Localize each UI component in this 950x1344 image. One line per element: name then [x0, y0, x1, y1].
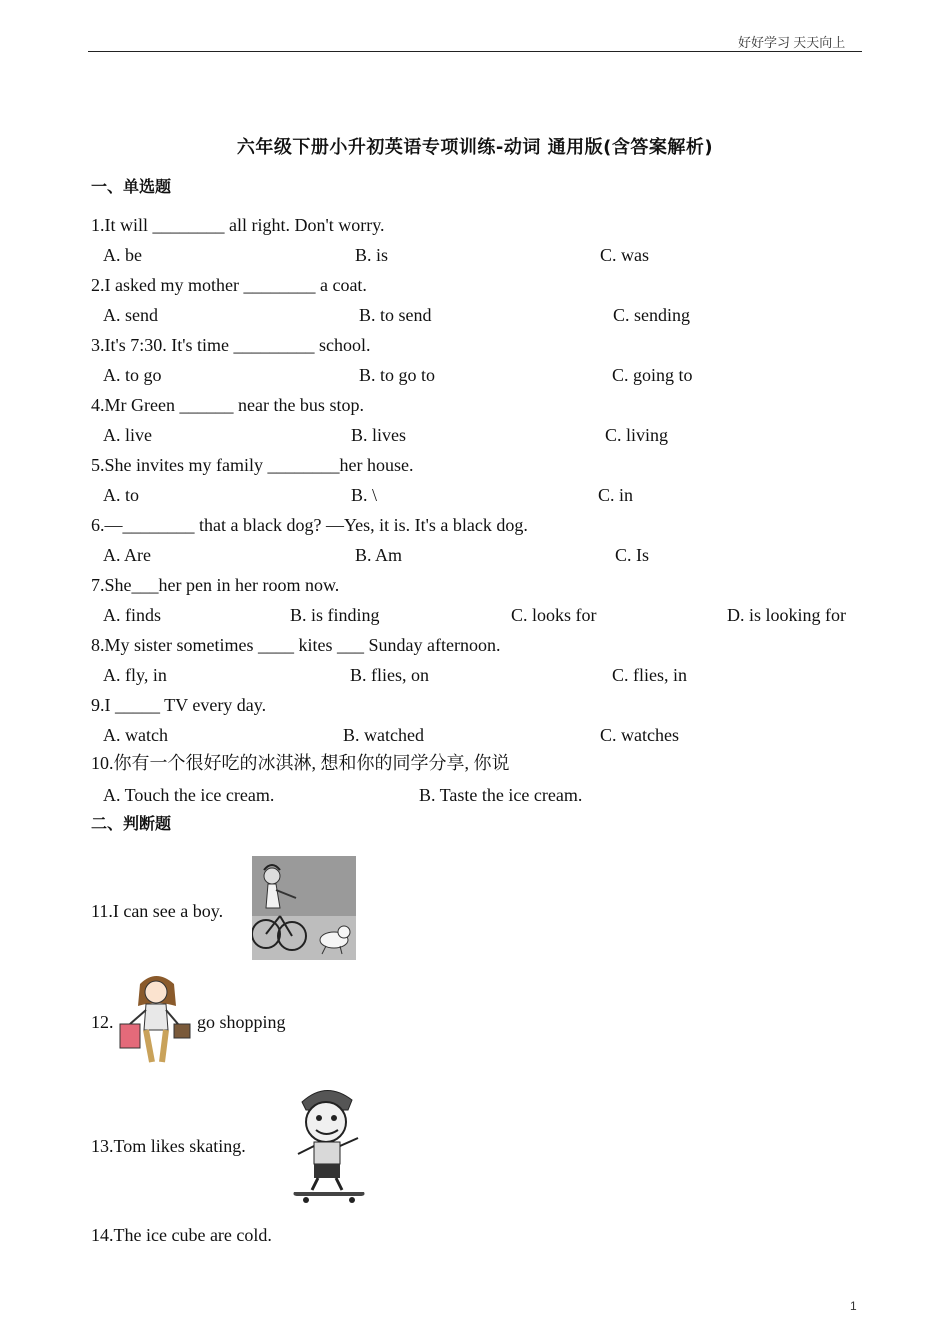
question-11: 11.I can see a boy.	[91, 901, 224, 921]
option-4b: B. lives	[351, 425, 407, 445]
option-8a: A. fly, in	[103, 665, 167, 685]
question-13: 13.Tom likes skating.	[91, 1136, 246, 1156]
header-text: 好好学习 天天向上	[738, 35, 846, 50]
option-5b: B. \	[351, 485, 378, 505]
option-6c: C. Is	[615, 545, 650, 565]
girl-shopping-image	[116, 972, 194, 1068]
option-5c: C. in	[598, 485, 634, 505]
option-8c: C. flies, in	[612, 665, 687, 685]
option-2b: B. to send	[359, 305, 432, 325]
header-divider	[88, 51, 862, 52]
option-4c: C. living	[605, 425, 669, 445]
section-heading-true-false: 二、判断题	[91, 814, 172, 833]
option-6a: A. Are	[103, 545, 151, 565]
option-1a: A. be	[103, 245, 142, 265]
question-12-text: go shopping	[197, 1012, 286, 1032]
question-2: 2.I asked my mother ________ a coat.	[91, 275, 367, 295]
question-1: 1.It will ________ all right. Don't worry.	[91, 215, 385, 235]
question-6: 6.—________ that a black dog? —Yes, it is. It's a black dog.	[91, 515, 528, 535]
option-7d: D. is looking for	[727, 605, 846, 625]
girl-cycling-dog-image	[252, 856, 356, 960]
option-7a: A. finds	[103, 605, 161, 625]
question-3: 3.It's 7:30. It's time _________ school.	[91, 335, 371, 355]
section-heading-single-choice: 一、单选题	[91, 177, 172, 196]
page-number: 1	[850, 1299, 857, 1313]
option-3c: C. going to	[612, 365, 693, 385]
option-9a: A. watch	[103, 725, 168, 745]
option-8b: B. flies, on	[350, 665, 429, 685]
page-title: 六年级下册小升初英语专项训练-动词 通用版(含答案解析)	[236, 137, 714, 158]
option-5a: A. to	[103, 485, 139, 505]
option-1c: C. was	[600, 245, 649, 265]
option-3a: A. to go	[103, 365, 162, 385]
option-7c: C. looks for	[511, 605, 597, 625]
question-7: 7.She___her pen in her room now.	[91, 575, 340, 595]
option-10a: A. Touch the ice cream.	[103, 785, 275, 805]
option-10b: B. Taste the ice cream.	[419, 785, 583, 805]
boy-skateboarding-image	[286, 1080, 370, 1204]
option-9b: B. watched	[343, 725, 424, 745]
question-5: 5.She invites my family ________her house.	[91, 455, 414, 475]
question-8: 8.My sister sometimes ____ kites ___ Sunday afternoon.	[91, 635, 501, 655]
option-9c: C. watches	[600, 725, 679, 745]
option-2a: A. send	[103, 305, 158, 325]
option-4a: A. live	[103, 425, 152, 445]
question-10: 10.你有一个很好吃的冰淇淋, 想和你的同学分享, 你说	[91, 753, 510, 773]
option-3b: B. to go to	[359, 365, 436, 385]
option-1b: B. is	[355, 245, 389, 265]
question-12: 12.	[91, 1012, 114, 1032]
question-14: 14.The ice cube are cold.	[91, 1225, 272, 1245]
option-2c: C. sending	[613, 305, 691, 325]
question-4: 4.Mr Green ______ near the bus stop.	[91, 395, 364, 415]
question-9: 9.I _____ TV every day.	[91, 695, 267, 715]
option-7b: B. is finding	[290, 605, 380, 625]
option-6b: B. Am	[355, 545, 403, 565]
